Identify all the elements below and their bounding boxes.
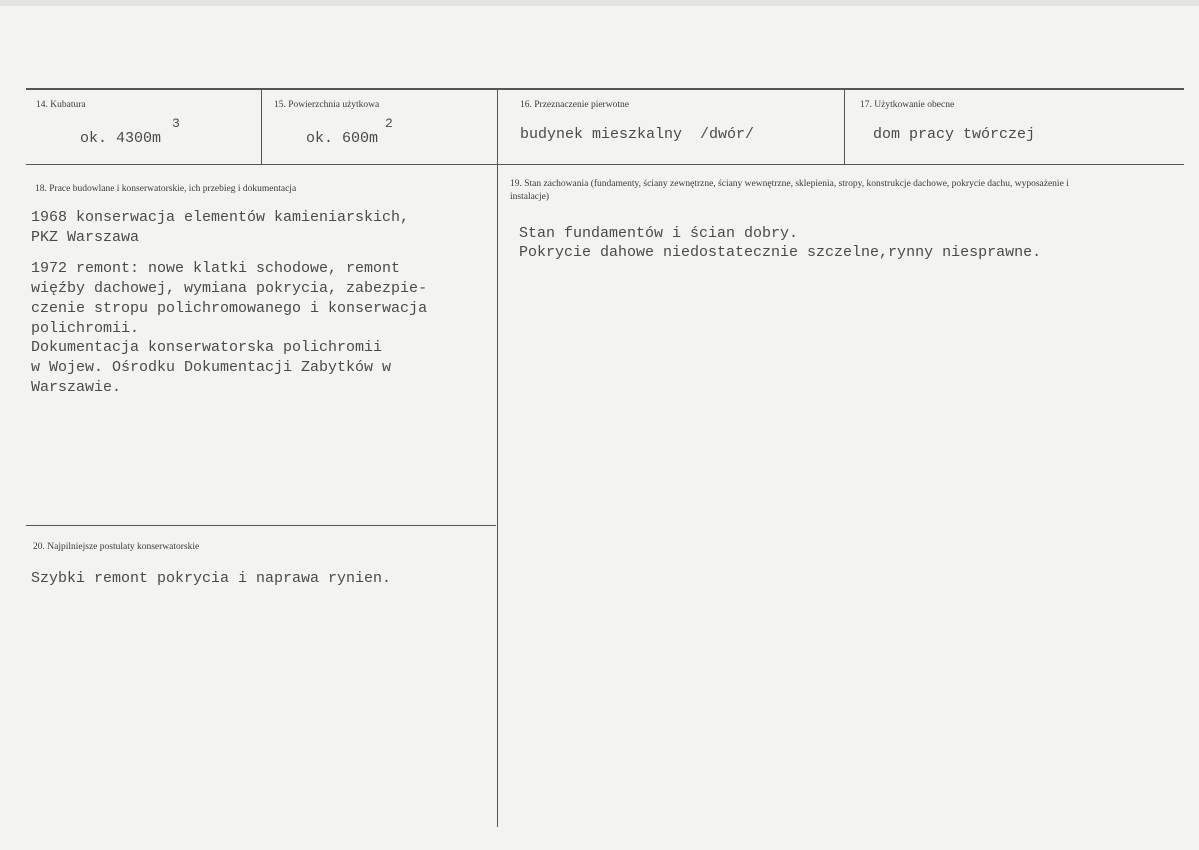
works-line: Warszawie. — [31, 379, 122, 396]
works-line: 1972 remont: nowe klatki schodowe, remont — [31, 260, 401, 277]
works-line: czenie stropu polichromowanego i konserwacja — [31, 300, 428, 317]
divider-main — [497, 89, 498, 827]
row1-bottom-rule — [26, 164, 1184, 165]
condition-label: 19. Stan zachowania (fundamenty, ściany zewnętrzne, ściany wewnętrzne, sklepienia, stropy, konstrukcje dachowe, pokrycie dachu, wyposażenie i instalacje) — [510, 179, 1069, 202]
urgent-postulates-label: 20. Najpilniejsze postulaty konserwatorskie — [33, 542, 200, 552]
works-documentation-label: 18. Prace budowlane i konserwatorskie, ich przebieg i dokumentacja — [35, 184, 297, 194]
divider-16-17 — [844, 89, 845, 165]
condition-line: Pokrycie dahowe niedostatecznie szczelne,rynny niesprawne. — [519, 244, 1042, 261]
works-line: PKZ Warszawa — [31, 229, 140, 246]
kubatura-label: 14. Kubatura — [36, 100, 86, 110]
works-line: Dokumentacja konserwatorska polichromii — [31, 339, 383, 356]
condition-line: Stan fundamentów i ścian dobry. — [519, 225, 799, 242]
current-use-label: 17. Użytkowanie obecne — [860, 100, 955, 110]
usable-area-label: 15. Powierzchnia użytkowa — [274, 100, 380, 110]
usable-area-value: ok. 600m — [306, 130, 379, 147]
original-purpose-value: budynek mieszkalny /dwór/ — [520, 126, 755, 143]
works-line: więźby dachowej, wymiana pokrycia, zabezpie- — [31, 280, 428, 297]
works-line: 1968 konserwacja elementów kamieniarskich, — [31, 209, 410, 226]
kubatura-unit-exponent: 3 — [172, 116, 180, 131]
urgent-postulates-value: Szybki remont pokrycia i naprawa rynien. — [31, 570, 392, 587]
works-line: polichromii. — [31, 320, 140, 337]
original-purpose-label: 16. Przeznaczenie pierwotne — [520, 100, 629, 110]
current-use-value: dom pracy twórczej — [873, 126, 1036, 143]
works-line: w Wojew. Ośrodku Dokumentacji Zabytków w — [31, 359, 392, 376]
usable-area-unit-exponent: 2 — [385, 116, 393, 131]
top-rule — [26, 88, 1184, 90]
section20-top-rule — [26, 525, 496, 526]
kubatura-value: ok. 4300m — [80, 130, 162, 147]
divider-14-15 — [261, 89, 262, 165]
